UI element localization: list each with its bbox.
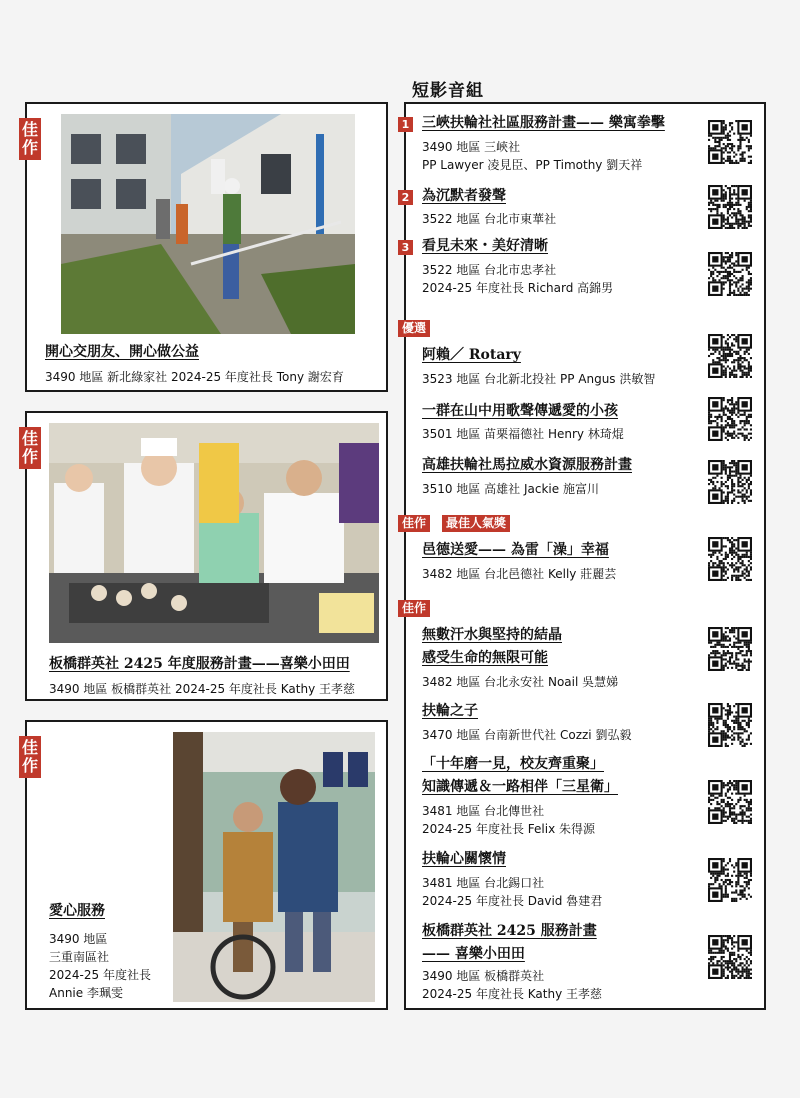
photo-painting-wall	[61, 114, 355, 334]
entry-line: 3481 地區 台北傳世社	[422, 804, 545, 818]
entry-line: 3482 地區 台北永安社 Noail 吳慧娣	[422, 675, 619, 689]
entry-line: 3482 地區 台北邑德社 Kelly 莊麗芸	[422, 567, 617, 581]
entry-title: 邑德送愛—— 為雷「澡」幸福	[422, 542, 609, 558]
panel-title: 板橋群英社 2425 年度服務計畫——喜樂小田田	[49, 656, 350, 672]
qr-code[interactable]	[708, 858, 752, 902]
panel-desc-line: Annie 李珮雯	[49, 986, 123, 1000]
entry-title: 一群在山中用歌聲傳遞愛的小孩	[422, 403, 618, 419]
entry-title: 「十年磨一見，校友齊重聚」	[422, 756, 604, 772]
entry-line: 3481 地區 台北錫口社	[422, 876, 545, 890]
section-title: 短影音組	[412, 81, 484, 101]
entry-line: 2024-25 年度社長 David 魯建君	[422, 894, 603, 908]
photo-wheelchair-visit	[173, 732, 375, 1002]
rank-badge: 2	[398, 190, 413, 205]
qr-code[interactable]	[708, 627, 752, 671]
entry-line: PP Lawyer 凌見臣、PP Timothy 劉天祥	[422, 158, 643, 172]
entry-title: 看見未來・美好清晰	[422, 238, 548, 254]
entry-line: 3501 地區 苗栗福德社 Henry 林琦焜	[422, 427, 624, 441]
entry-title: 無數汗水與堅持的結晶	[422, 627, 562, 643]
panel-desc-line: 三重南區社	[49, 950, 110, 964]
qr-code[interactable]	[708, 460, 752, 504]
category-label-honorable-2: 佳作	[398, 600, 430, 617]
rank-badge: 1	[398, 117, 413, 132]
rank-badge: 3	[398, 240, 413, 255]
qr-code[interactable]	[708, 703, 752, 747]
award-panel-3	[21, 720, 388, 1010]
qr-code[interactable]	[708, 252, 752, 296]
entry-line: 3490 地區 三峽社	[422, 140, 521, 154]
entry-line: 3522 地區 台北市東華社	[422, 212, 557, 226]
entry-title: 知識傳遞＆一路相伴「三星衛」	[422, 779, 618, 795]
category-label-popular: 最佳人氣獎	[442, 515, 510, 532]
panel-desc: 3490 地區 新北綠家社 2024-25 年度社長 Tony 謝宏育	[45, 370, 344, 384]
qr-code[interactable]	[708, 780, 752, 824]
qr-code[interactable]	[708, 537, 752, 581]
qr-code[interactable]	[708, 935, 752, 979]
award-tag: 佳作	[19, 118, 41, 160]
entry-line: 2024-25 年度社長 Felix 朱得源	[422, 822, 595, 836]
entry-title: 感受生命的無限可能	[422, 650, 548, 666]
photo-kids-baking	[49, 423, 379, 643]
entry-title: 阿賴／ Rotary	[422, 347, 521, 363]
entry-line: 3523 地區 台北新北投社 PP Angus 洪敏智	[422, 372, 656, 386]
award-panel-2	[21, 411, 388, 701]
entry-line: 3470 地區 台南新世代社 Cozzi 劉弘毅	[422, 728, 632, 742]
entry-line: 3522 地區 台北市忠孝社	[422, 263, 557, 277]
category-label-honorable: 佳作	[398, 515, 430, 532]
award-tag: 佳作	[19, 427, 41, 469]
entry-title: 扶輪之子	[422, 703, 478, 719]
qr-code[interactable]	[708, 334, 752, 378]
entry-line: 3490 地區 板橋群英社	[422, 969, 545, 983]
qr-code[interactable]	[708, 397, 752, 441]
entry-title: 三峽扶輪社社區服務計畫—— 樂寓拳擊	[422, 115, 665, 131]
category-label-excellent: 優選	[398, 320, 430, 337]
entry-line: 2024-25 年度社長 Richard 高錦男	[422, 281, 614, 295]
panel-desc: 3490 地區 板橋群英社 2024-25 年度社長 Kathy 王孝慈	[49, 682, 355, 696]
award-tag: 佳作	[19, 736, 41, 778]
award-panel-1	[21, 102, 388, 392]
panel-title: 開心交朋友、開心做公益	[45, 344, 199, 360]
entry-title: 為沉默者發聲	[422, 188, 506, 204]
entry-title: 扶輪心關懷情	[422, 851, 506, 867]
panel-desc-line: 3490 地區	[49, 932, 108, 946]
qr-code[interactable]	[708, 120, 752, 164]
entry-title: —— 喜樂小田田	[422, 946, 525, 962]
entry-line: 3510 地區 高雄社 Jackie 施富川	[422, 482, 599, 496]
panel-desc-line: 2024-25 年度社長	[49, 968, 151, 982]
entry-title: 高雄扶輪社馬拉威水資源服務計畫	[422, 457, 632, 473]
entry-title: 板橋群英社 2425 服務計畫	[422, 923, 597, 939]
entry-line: 2024-25 年度社長 Kathy 王孝慈	[422, 987, 603, 1001]
qr-code[interactable]	[708, 185, 752, 229]
panel-title: 愛心服務	[49, 903, 105, 919]
